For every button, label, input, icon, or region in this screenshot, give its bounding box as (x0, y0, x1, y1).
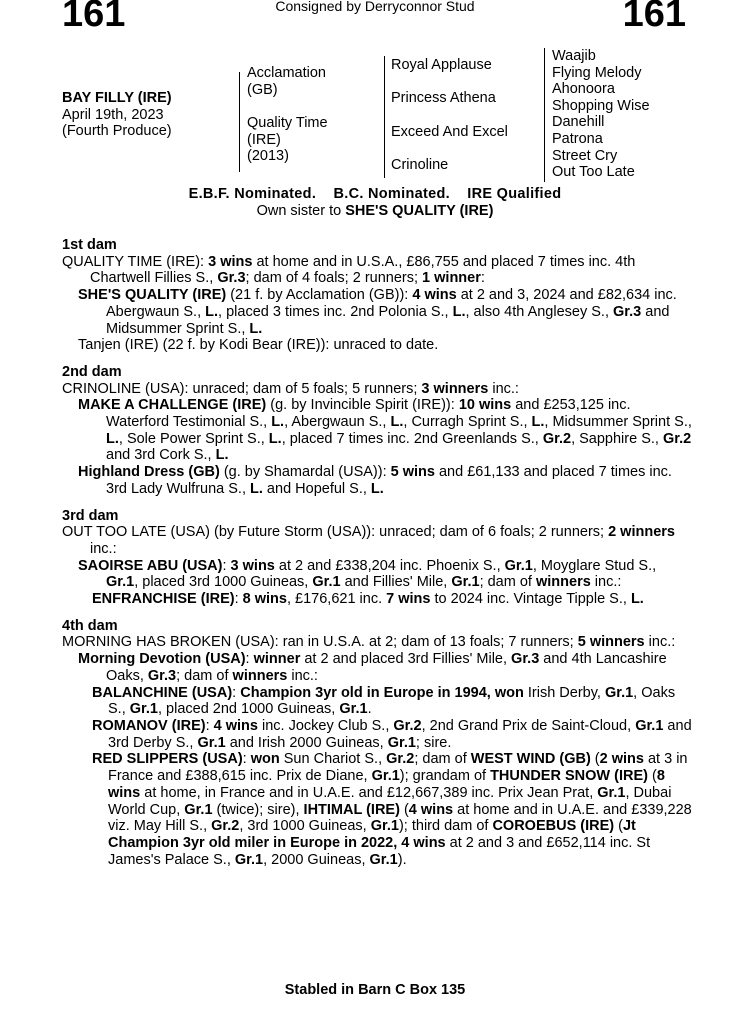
lot-number-right: 161 (622, 0, 686, 35)
pedigree-grandsire-1: Royal Applause (391, 57, 492, 73)
sale-notes (0, 186, 750, 219)
lot-number-left: 161 (62, 0, 126, 35)
section-3rd-dam: 3rd dam (62, 507, 119, 524)
produce-entry: Highland Dress (GB) (g. by Shamardal (USA)): 5 wins and £61,133 and placed 7 times inc. 3rd Lady Wulfruna S., L. and Hopeful S., L. (78, 464, 672, 497)
section-1st-dam: 1st dam (62, 237, 117, 253)
produce-entry: SHE'S QUALITY (IRE) (21 f. by Acclamation (GB)): 4 wins at 2 and 3, 2024 and £82,634 inc. Abergwaun S., L., placed 3 times inc. 2nd Polonia S., L., also 4th Anglesey S., Gr.3 and Midsummer Sprint S., L. (78, 287, 677, 337)
pedigree-bracket-2 (384, 56, 385, 178)
section-4th-dam: 4th dam (62, 617, 118, 634)
produce-entry: ROMANOV (IRE): 4 wins inc. Jockey Club S., Gr.2, 2nd Grand Prix de Saint-Cloud, Gr.1 and 3rd Derby S., Gr.1 and Irish 2000 Guineas, Gr.1; sire. (92, 717, 692, 751)
foaling-date: April 19th, 2023 (62, 106, 164, 123)
produce-entry: RED SLIPPERS (USA): won Sun Chariot S., Gr.2; dam of WEST WIND (GB) (2 wins at 3 in France and £388,615 inc. Prix de Diane, Gr.1); grandam of THUNDER SNOW (IRE) (8 wins at home, in France and in U.A.E. and £12,667,389 inc. Prix Jean Prat, Gr.1, Dubai World Cup, Gr.1 (twice); sire), IHTIMAL (IRE) (4 wins at home and in U.A.E. and £339,228 viz. May Hill S., Gr.2, 3rd 1000 Guineas, Gr.1); third dam of COROEBUS (IRE) (Jt Champion 3yr old miler in Europe in 2022, 4 wins at 2 and 3 and £652,114 inc. St James's Palace S., Gr.1, 2000 Guineas, Gr.1). (92, 751, 692, 868)
pedigree-dam: Quality Time (IRE) (2013) (247, 115, 328, 165)
pedigree-granddam-2: Crinoline (391, 157, 449, 173)
dam-entry: OUT TOO LATE (USA) (by Future Storm (USA)): unraced; dam of 6 foals; 2 runners; 2 winners inc.: (62, 524, 675, 557)
pedigree-bracket-1 (239, 72, 240, 172)
pedigree-great-grandparents: Waajib Flying Melody Ahonoora Shopping Wise Danehill Patrona Street Cry Out Too Late (552, 48, 650, 181)
produce-entry: Morning Devotion (USA): winner at 2 and placed 3rd Fillies' Mile, Gr.3 and 4th Lancashire Oaks, Gr.3; dam of winners inc.: (78, 651, 667, 684)
pedigree-bracket-3 (544, 48, 545, 182)
pedigree-grandsire-2: Exceed And Excel (391, 124, 508, 140)
nominations: E.B.F. Nominated. B.C. Nominated. IRE Qualified (188, 186, 562, 202)
own-sister-line: Own sister to SHE'S QUALITY (IRE) (256, 202, 494, 219)
dam-entry: MORNING HAS BROKEN (USA): ran in U.S.A. at 2; dam of 13 foals; 7 runners; 5 winners inc.: (62, 634, 676, 651)
produce-entry: BALANCHINE (USA): Champion 3yr old in Europe in 1994, won Irish Derby, Gr.1, Oaks S., Gr.1, placed 2nd 1000 Guineas, Gr.1. (92, 684, 676, 718)
pedigree-granddam-1: Princess Athena (391, 90, 496, 106)
produce-note: (Fourth Produce) (62, 123, 172, 140)
produce-entry: SAOIRSE ABU (USA): 3 wins at 2 and £338,204 inc. Phoenix S., Gr.1, Moyglare Stud S., Gr.1, placed 3rd 1000 Guineas, Gr.1 and Fillies' Mile, Gr.1; dam of winners inc.: (78, 557, 657, 591)
consignor: Consigned by Derryconnor Stud (275, 0, 475, 14)
stabling-info: Stabled in Barn C Box 135 (284, 982, 466, 998)
horse-description (62, 90, 172, 140)
dam-entry: QUALITY TIME (IRE): 3 wins at home and in U.S.A., £86,755 and placed 7 times inc. 4th Chartwell Fillies S., Gr.3; dam of 4 foals; 2 runners; 1 winner: (62, 253, 636, 287)
catalogue-page-body (62, 237, 692, 868)
produce-entry: ENFRANCHISE (IRE): 8 wins, £176,621 inc. 7 wins to 2024 inc. Vintage Tipple S., L. (92, 591, 644, 608)
horse-sex: BAY FILLY (IRE) (62, 90, 172, 106)
section-2nd-dam: 2nd dam (62, 363, 122, 380)
produce-entry: Tanjen (IRE) (22 f. by Kodi Bear (IRE)): unraced to date. (78, 337, 439, 354)
produce-entry: MAKE A CHALLENGE (IRE) (g. by Invincible Spirit (IRE)): 10 wins and £253,125 inc. Waterford Testimonial S., L., Abergwaun S., L., Curragh Sprint S., L., Midsummer Sprint S., L., Sole Power Sprint S., L., placed 7 times inc. 2nd Greenlands S., Gr.2, Sapphire S., Gr.2 and 3rd Cork S., L. (78, 397, 692, 464)
pedigree-sire: Acclamation (GB) (247, 65, 326, 98)
dam-entry: CRINOLINE (USA): unraced; dam of 5 foals; 5 runners; 3 winners inc.: (62, 380, 519, 397)
